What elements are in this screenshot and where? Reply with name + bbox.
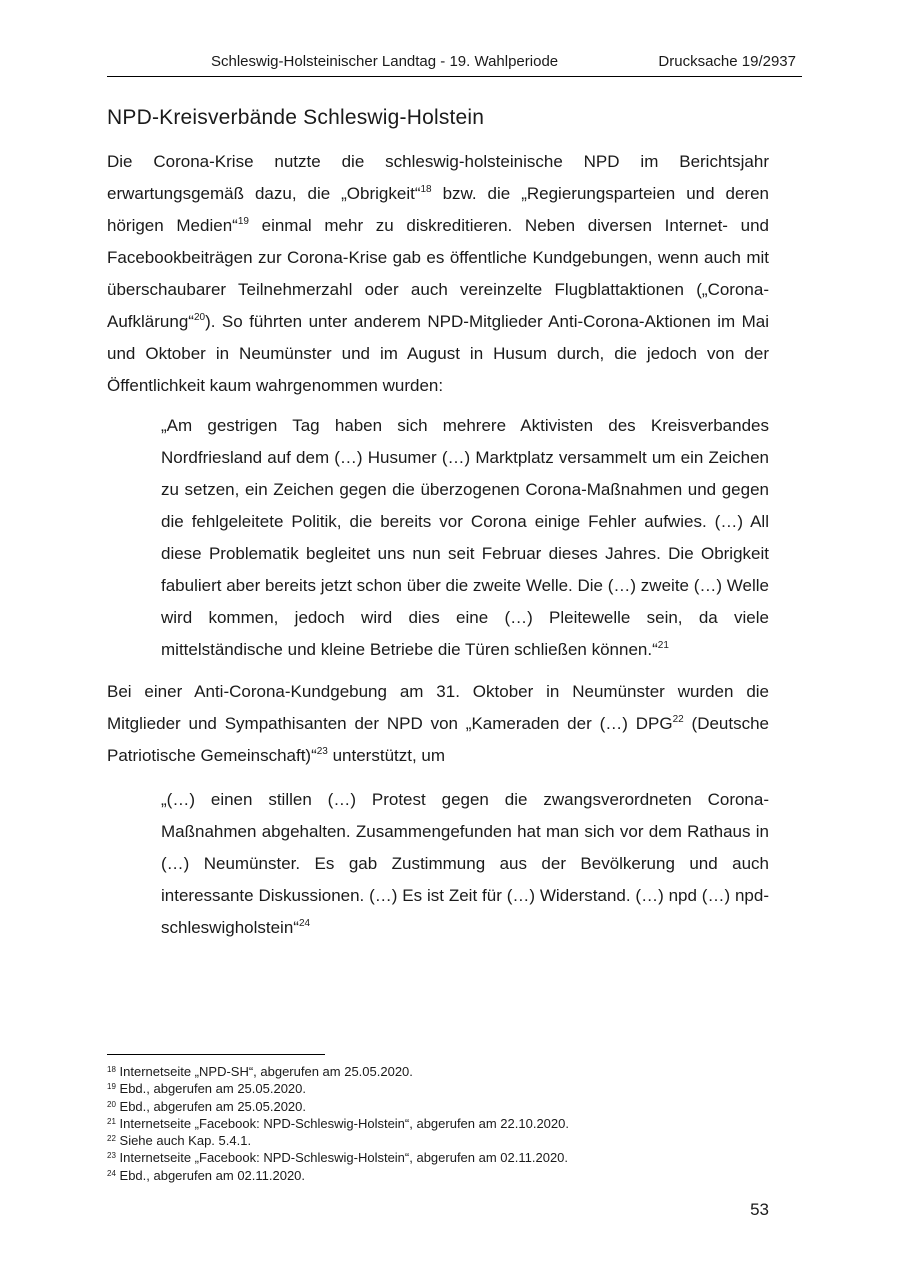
paragraph-text: unterstützt, um (327, 746, 446, 765)
header-title: Schleswig-Holsteinischer Landtag - 19. Wahlperiode (211, 53, 559, 70)
footnote-number: 22 (107, 1134, 116, 1144)
paragraph-text: (Deutsche Patriotische Gemeinschaft)“ (107, 714, 770, 765)
page-number: 53 (750, 1200, 769, 1219)
footnote-ref-18[interactable]: 18 (420, 184, 432, 195)
quote-text: „(…) einen stillen (…) Protest gegen die zwangsverordneten Corona-Maßnahmen abgehalten. Zusammengefunden hat man sich vor dem Rathaus in (…) Neumünster. Es gab Zustimmung aus der Bevölkerung und auch interessante Diskussionen. (…) Es ist Zeit für (…) Widerstand. (…) npd (…) npd-schleswigholstein“ (161, 790, 769, 937)
paragraph-text: bzw. die „Regierungsparteien und deren hörigen Medien“ (107, 184, 769, 235)
quote-text: „Am gestrigen Tag haben sich mehrere Aktivisten des Kreisverbandes Nordfriesland auf dem (…) Husumer (…) Marktplatz versammelt um ein Zeichen zu setzen, ein Zeichen gegen die überzogenen Corona-Maßnahmen und gegen die fehlgeleitete Politik, die bereits vor Corona einige Fehler aufwies. (…) All diese Problematik begleitet uns nun seit Februar dieses Jahres. Die Obrigkeit fabuliert aber bereits jetzt schon über die zweite Welle. Die (…) zweite (…) Welle wird kommen, jedoch wird dies eine (…) Pleitewelle sein, da viele mittelständische und kleine Betriebe die Türen schließen können.“ (161, 416, 769, 659)
header-rule (107, 76, 802, 77)
footnotes (107, 1063, 569, 1184)
footnote-number: 21 (107, 1116, 116, 1126)
footnote-text: Internetseite „Facebook: NPD-Schleswig-Holstein“, abgerufen am 22.10.2020. (115, 1115, 569, 1131)
footnote-21 (107, 1115, 569, 1132)
footnote-24 (107, 1167, 569, 1184)
footnote-number: 24 (107, 1168, 116, 1178)
footnote-ref-22[interactable]: 22 (672, 714, 684, 725)
footnote-20 (107, 1098, 569, 1115)
footnote-ref-24[interactable]: 24 (298, 918, 311, 929)
footnote-separator (107, 1054, 325, 1055)
footnote-19 (107, 1080, 569, 1097)
footnote-18 (107, 1063, 569, 1080)
paragraph-text: ). So führten unter anderem NPD-Mitglieder Anti-Corona-Aktionen im Mai und Oktober in Neumünster und im August in Husum durch, die jedoch von der Öffentlichkeit kaum wahrgenommen wurden: (107, 312, 769, 395)
page-header (107, 50, 802, 76)
footnote-22 (107, 1132, 569, 1149)
document-number: Drucksache 19/2937 (658, 53, 796, 70)
section-title: NPD-Kreisverbände Schleswig-Holstein (107, 106, 485, 129)
footnote-text: Ebd., abgerufen am 25.05.2020. (115, 1098, 306, 1114)
footnote-text: Ebd., abgerufen am 25.05.2020. (115, 1081, 306, 1097)
footnote-ref-21[interactable]: 21 (657, 640, 669, 651)
footnote-text: Siehe auch Kap. 5.4.1. (115, 1133, 252, 1149)
footnote-number: 18 (107, 1065, 116, 1074)
footnote-number: 23 (107, 1151, 116, 1161)
block-quote-neumuenster (161, 784, 769, 944)
footnote-23 (107, 1149, 569, 1166)
footnote-text: Internetseite „NPD-SH“, abgerufen am 25.05.2020. (115, 1064, 413, 1079)
footnote-number: 19 (107, 1082, 116, 1092)
paragraph-text: einmal mehr zu diskreditieren. Neben diversen Internet- und Facebookbeiträgen zur Corona-Krise gab es öffentliche Kundgebungen, wenn auch mit überschaubarer Teilnehmerzahl oder auch vereinzelte Flugblattaktionen („Corona-Aufklärung“ (107, 216, 769, 331)
footnote-ref-19[interactable]: 19 (237, 216, 249, 227)
paragraph-text: Bei einer Anti-Corona-Kundgebung am 31. Oktober in Neumünster wurden die Mitglieder und Sympathisanten der NPD von „Kameraden der (…) DPG (107, 682, 769, 733)
paragraph-text: Die Corona-Krise nutzte die schleswig-holsteinische NPD im Berichtsjahr erwartungsgemäß dazu, die „Obrigkeit“ (107, 152, 769, 203)
footnote-text: Internetseite „Facebook: NPD-Schleswig-Holstein“, abgerufen am 02.11.2020. (115, 1150, 569, 1166)
footnote-ref-23[interactable]: 23 (316, 746, 328, 757)
paragraph-intro (107, 146, 769, 402)
block-quote-husum (161, 410, 769, 666)
footnote-number: 20 (107, 1099, 116, 1109)
footnote-text: Ebd., abgerufen am 02.11.2020. (115, 1167, 306, 1183)
paragraph-neumuenster (107, 676, 769, 772)
footnote-ref-20[interactable]: 20 (193, 312, 206, 323)
